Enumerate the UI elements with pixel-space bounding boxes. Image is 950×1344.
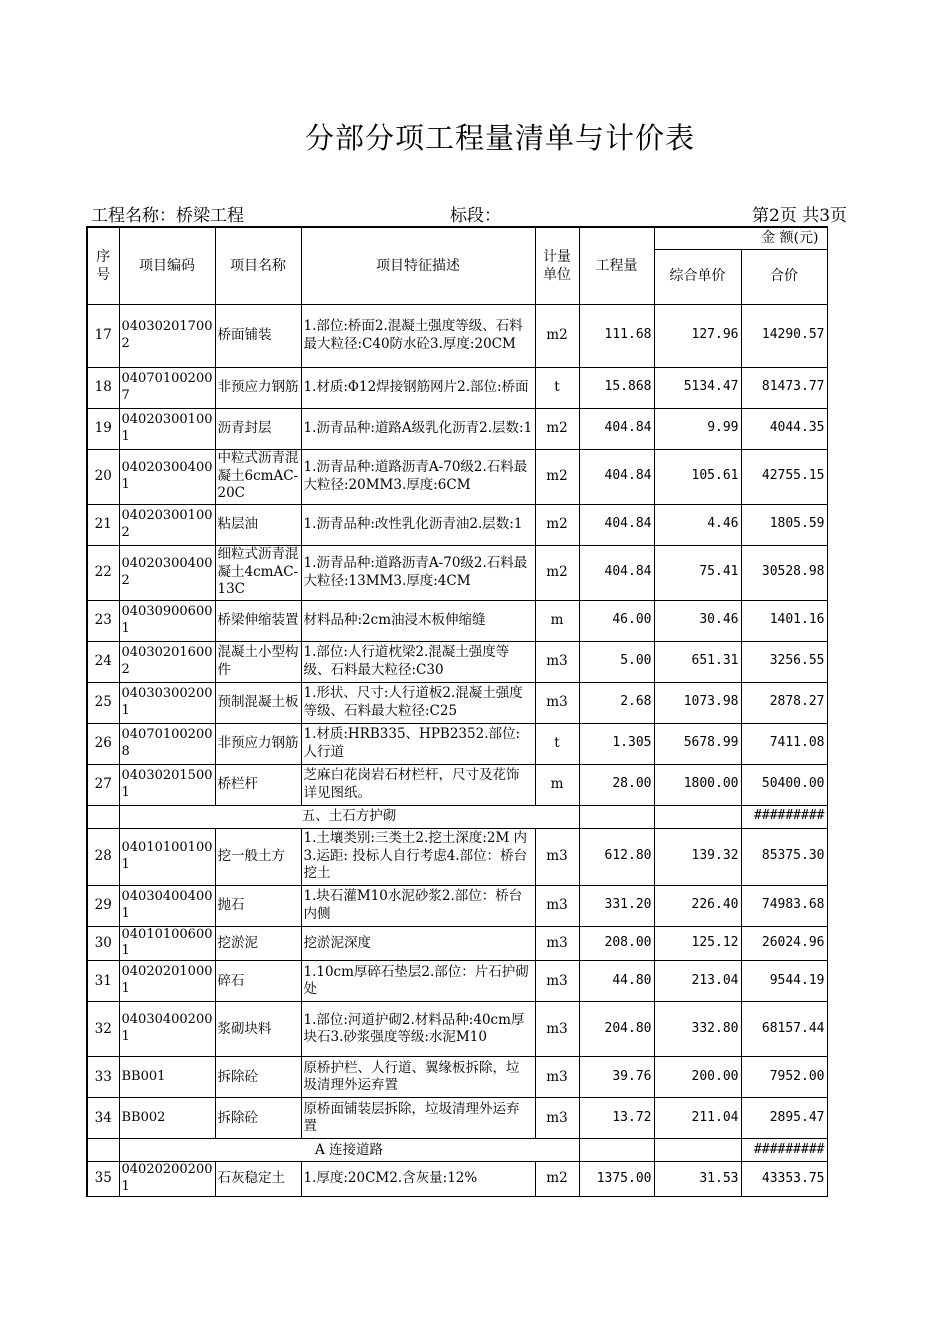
- item-name: 拆除砼: [215, 1098, 301, 1139]
- row-number: 17: [87, 304, 119, 367]
- row-number: 29: [87, 885, 119, 926]
- item-code: 040202010001: [119, 961, 215, 1002]
- item-unit: m3: [535, 682, 579, 723]
- header-unit-price: 综合单价: [654, 249, 741, 304]
- item-total: 2895.47: [741, 1098, 827, 1139]
- table-row: [87, 545, 827, 600]
- item-quantity: 404.84: [579, 545, 654, 600]
- item-total: 3256.55: [741, 641, 827, 682]
- item-unit: m: [535, 764, 579, 805]
- table-row: [87, 961, 827, 1002]
- table-row: [87, 304, 827, 367]
- item-description: 1.沥青品种:道路沥青A-70级2.石料最大粒径:20MM3.厚度:6CM: [301, 449, 535, 504]
- table-row: [87, 1057, 827, 1098]
- item-unit-price: 30.46: [654, 600, 741, 641]
- row-number: 34: [87, 1098, 119, 1139]
- section-label: 标段：: [450, 206, 501, 226]
- header-quantity: 工程量: [579, 227, 654, 304]
- table-row: [87, 1098, 827, 1139]
- table-row: [87, 723, 827, 764]
- item-unit: m2: [535, 1162, 579, 1197]
- row-number: 20: [87, 449, 119, 504]
- item-unit: m2: [535, 304, 579, 367]
- item-total: 26024.96: [741, 926, 827, 961]
- item-description: 1.部位:桥面2.混凝土强度等级、石料最大粒径:C40防水砼3.厚度:20CM: [301, 304, 535, 367]
- item-quantity: 5.00: [579, 641, 654, 682]
- item-unit-price: 5134.47: [654, 367, 741, 408]
- item-code: 040302015001: [119, 764, 215, 805]
- table-row: [87, 1162, 827, 1197]
- item-unit: m2: [535, 449, 579, 504]
- item-code: 040304002001: [119, 1002, 215, 1057]
- item-quantity: 13.72: [579, 1098, 654, 1139]
- item-unit: t: [535, 367, 579, 408]
- item-total: 30528.98: [741, 545, 827, 600]
- item-name: 非预应力钢筋: [215, 723, 301, 764]
- item-unit-price: 211.04: [654, 1098, 741, 1139]
- item-unit: m3: [535, 641, 579, 682]
- item-total: 14290.57: [741, 304, 827, 367]
- item-description: 1.厚度:20CM2.含灰量:12%: [301, 1162, 535, 1197]
- item-unit-price: 4.46: [654, 504, 741, 545]
- item-unit-price: 213.04: [654, 961, 741, 1002]
- header-total: 合价: [741, 249, 827, 304]
- row-number: 27: [87, 764, 119, 805]
- item-code: 040303002001: [119, 682, 215, 723]
- section-row: [87, 805, 827, 828]
- header-name: 项目名称: [215, 227, 301, 304]
- item-description: 1.沥青品种:道路A级乳化沥青2.层数:1: [301, 408, 535, 449]
- item-code: 040101001001: [119, 828, 215, 885]
- item-code: 040203001001: [119, 408, 215, 449]
- item-total: 43353.75: [741, 1162, 827, 1197]
- row-number: 31: [87, 961, 119, 1002]
- item-quantity: 404.84: [579, 408, 654, 449]
- item-quantity: 331.20: [579, 885, 654, 926]
- item-code: 040203004001: [119, 449, 215, 504]
- row-number: 23: [87, 600, 119, 641]
- item-description: 芝麻白花岗岩石材栏杆，尺寸及花饰详见图纸。: [301, 764, 535, 805]
- item-unit-price: 1800.00: [654, 764, 741, 805]
- row-number: 21: [87, 504, 119, 545]
- item-unit: m: [535, 600, 579, 641]
- item-unit-price: 1073.98: [654, 682, 741, 723]
- header-no: 序号: [87, 227, 119, 304]
- item-quantity: 1.305: [579, 723, 654, 764]
- item-name: 混凝土小型构件: [215, 641, 301, 682]
- item-quantity: 15.868: [579, 367, 654, 408]
- item-unit-price: 75.41: [654, 545, 741, 600]
- table-row: [87, 885, 827, 926]
- row-number: 19: [87, 408, 119, 449]
- item-description: 1.部位:人行道枕梁2.混凝土强度等级、石料最大粒径:C30: [301, 641, 535, 682]
- item-total: 7411.08: [741, 723, 827, 764]
- item-unit: m3: [535, 828, 579, 885]
- item-unit: m3: [535, 961, 579, 1002]
- item-description: 1.形状、尺寸:人行道板2.混凝土强度等级、石料最大粒径:C25: [301, 682, 535, 723]
- row-number: 28: [87, 828, 119, 885]
- item-name: 细粒式沥青混凝土4cmAC-13C: [215, 545, 301, 600]
- table-row: [87, 828, 827, 885]
- table-row: [87, 764, 827, 805]
- item-code: 040203004002: [119, 545, 215, 600]
- item-quantity: 404.84: [579, 449, 654, 504]
- item-unit: m2: [535, 504, 579, 545]
- item-code: BB001: [119, 1057, 215, 1098]
- item-total: 85375.30: [741, 828, 827, 885]
- item-total: 1401.16: [741, 600, 827, 641]
- section-row: [87, 1139, 827, 1162]
- page-title: 分部分项工程量清单与计价表: [304, 121, 695, 155]
- row-number: 25: [87, 682, 119, 723]
- item-description: 1.块石灌M10水泥砂浆2.部位：桥台内侧: [301, 885, 535, 926]
- item-total: 50400.00: [741, 764, 827, 805]
- item-name: 桥栏杆: [215, 764, 301, 805]
- item-unit: m3: [535, 1002, 579, 1057]
- item-total: 1805.59: [741, 504, 827, 545]
- section-total: #########: [741, 1139, 827, 1162]
- item-unit-price: 31.53: [654, 1162, 741, 1197]
- item-code: 040701002008: [119, 723, 215, 764]
- item-total: 9544.19: [741, 961, 827, 1002]
- row-number: 24: [87, 641, 119, 682]
- item-name: 石灰稳定土: [215, 1162, 301, 1197]
- item-unit-price: 139.32: [654, 828, 741, 885]
- item-unit: m3: [535, 1098, 579, 1139]
- item-unit-price: 105.61: [654, 449, 741, 504]
- item-code: 040302017002: [119, 304, 215, 367]
- item-name: 浆砌块料: [215, 1002, 301, 1057]
- item-description: 1.材质:HRB335、HPB2352.部位:人行道: [301, 723, 535, 764]
- row-number: 22: [87, 545, 119, 600]
- item-unit: m3: [535, 926, 579, 961]
- item-unit-price: 226.40: [654, 885, 741, 926]
- item-description: 材料品种:2cm油浸木板伸缩缝: [301, 600, 535, 641]
- row-number: 26: [87, 723, 119, 764]
- item-quantity: 208.00: [579, 926, 654, 961]
- item-code: 040309006001: [119, 600, 215, 641]
- table-row: [87, 926, 827, 961]
- header-code: 项目编码: [119, 227, 215, 304]
- item-description: 1.部位:河道护砌2.材料品种:40cm厚块石3.砂浆强度等级:水泥M10: [301, 1002, 535, 1057]
- item-name: 预制混凝土板: [215, 682, 301, 723]
- item-name: 沥青封层: [215, 408, 301, 449]
- item-quantity: 39.76: [579, 1057, 654, 1098]
- item-name: 挖一般土方: [215, 828, 301, 885]
- item-total: 74983.68: [741, 885, 827, 926]
- row-number: 18: [87, 367, 119, 408]
- item-unit: m3: [535, 1057, 579, 1098]
- table-row: [87, 1002, 827, 1057]
- item-unit-price: 200.00: [654, 1057, 741, 1098]
- table-row: [87, 504, 827, 545]
- item-code: 040202002001: [119, 1162, 215, 1197]
- item-quantity: 46.00: [579, 600, 654, 641]
- item-total: 81473.77: [741, 367, 827, 408]
- item-description: 挖淤泥深度: [301, 926, 535, 961]
- item-quantity: 612.80: [579, 828, 654, 885]
- item-quantity: 2.68: [579, 682, 654, 723]
- item-code: 040101006001: [119, 926, 215, 961]
- item-name: 桥梁伸缩装置: [215, 600, 301, 641]
- row-number: 35: [87, 1162, 119, 1197]
- item-total: 7952.00: [741, 1057, 827, 1098]
- item-unit-price: 9.99: [654, 408, 741, 449]
- item-description: 原桥护栏、人行道、翼缘板拆除，垃圾清理外运弃置: [301, 1057, 535, 1098]
- bill-of-quantities-table: [86, 226, 828, 1197]
- item-description: 1.沥青品种:道路沥青A-70级2.石料最大粒径:13MM3.厚度:4CM: [301, 545, 535, 600]
- item-unit-price: 5678.99: [654, 723, 741, 764]
- item-unit-price: 125.12: [654, 926, 741, 961]
- item-unit: m3: [535, 885, 579, 926]
- table-row: [87, 682, 827, 723]
- item-total: 4044.35: [741, 408, 827, 449]
- item-name: 桥面铺装: [215, 304, 301, 367]
- row-number: 30: [87, 926, 119, 961]
- item-name: 碎石: [215, 961, 301, 1002]
- item-unit-price: 127.96: [654, 304, 741, 367]
- item-total: 2878.27: [741, 682, 827, 723]
- item-code: 040203001002: [119, 504, 215, 545]
- table-body: [87, 304, 827, 1197]
- table-row: [87, 641, 827, 682]
- section-title: 五、土石方护砌: [119, 805, 579, 828]
- item-unit: m2: [535, 408, 579, 449]
- item-description: 1.10cm厚碎石垫层2.部位：片石护砌处: [301, 961, 535, 1002]
- table-row: [87, 449, 827, 504]
- item-name: 非预应力钢筋: [215, 367, 301, 408]
- item-quantity: 111.68: [579, 304, 654, 367]
- item-total: 42755.15: [741, 449, 827, 504]
- item-code: 040304004001: [119, 885, 215, 926]
- page-indicator: 第2页 共3页: [752, 206, 848, 226]
- section-title: A 连接道路: [119, 1139, 579, 1162]
- item-unit: t: [535, 723, 579, 764]
- project-name: 工程名称：桥梁工程: [91, 206, 244, 226]
- item-description: 1.土壤类别:三类土2.挖土深度:2M 内3.运距: 投标人自行考虑4.部位：桥台挖土: [301, 828, 535, 885]
- header-unit: 计量单位: [535, 227, 579, 304]
- item-code: BB002: [119, 1098, 215, 1139]
- item-name: 挖淤泥: [215, 926, 301, 961]
- item-name: 粘层油: [215, 504, 301, 545]
- item-code: 040302016002: [119, 641, 215, 682]
- item-name: 拆除砼: [215, 1057, 301, 1098]
- row-number: 33: [87, 1057, 119, 1098]
- item-quantity: 204.80: [579, 1002, 654, 1057]
- table-row: [87, 600, 827, 641]
- item-name: 抛石: [215, 885, 301, 926]
- table-row: [87, 367, 827, 408]
- item-unit: m2: [535, 545, 579, 600]
- item-quantity: 404.84: [579, 504, 654, 545]
- item-quantity: 28.00: [579, 764, 654, 805]
- item-description: 1.材质:Φ12焊接钢筋网片2.部位:桥面: [301, 367, 535, 408]
- item-unit-price: 651.31: [654, 641, 741, 682]
- item-quantity: 44.80: [579, 961, 654, 1002]
- item-quantity: 1375.00: [579, 1162, 654, 1197]
- header-description: 项目特征描述: [301, 227, 535, 304]
- table-row: [87, 408, 827, 449]
- item-description: 原桥面铺装层拆除，垃圾清理外运弃置: [301, 1098, 535, 1139]
- item-total: 68157.44: [741, 1002, 827, 1057]
- item-description: 1.沥青品种:改性乳化沥青油2.层数:1: [301, 504, 535, 545]
- item-name: 中粒式沥青混凝土6cmAC-20C: [215, 449, 301, 504]
- row-number: 32: [87, 1002, 119, 1057]
- item-unit-price: 332.80: [654, 1002, 741, 1057]
- header-amount: 金 额(元): [654, 227, 827, 249]
- section-total: #########: [741, 805, 827, 828]
- item-code: 040701002007: [119, 367, 215, 408]
